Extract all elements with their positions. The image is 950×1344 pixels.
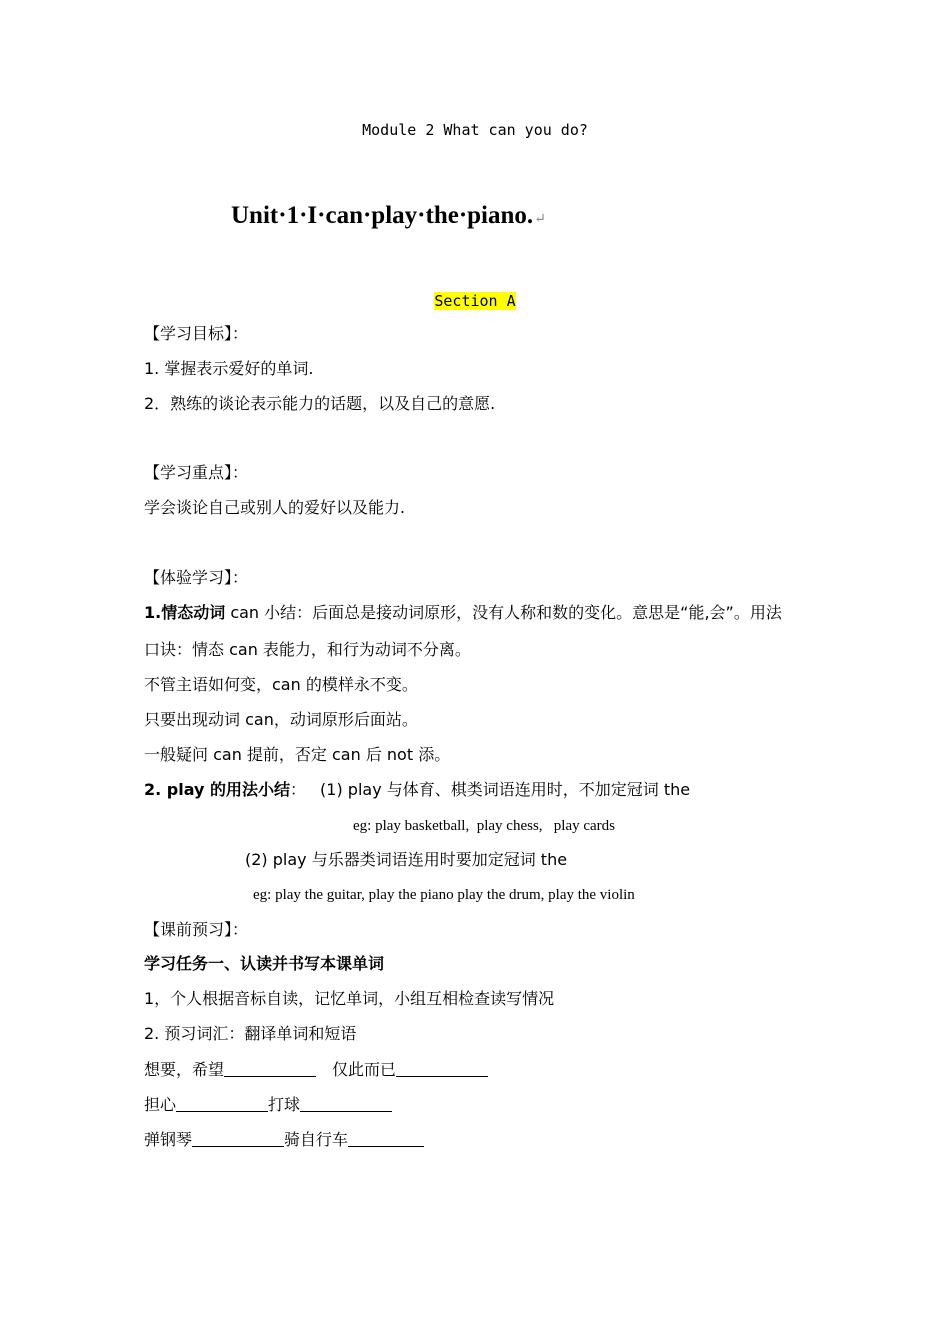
preview-step: 2. 预习词汇：翻译单词和短语	[144, 1024, 357, 1043]
section-highlight: Section A	[434, 292, 516, 310]
vocab-row	[144, 1094, 392, 1116]
preview-step: 1，个人根据音标自读，记忆单词，小组互相检查读写情况	[144, 989, 555, 1008]
unit-title-text: Unit·1·I·can·play·the·piano.	[231, 202, 534, 229]
unit-title	[231, 200, 546, 236]
preview-heading: 【课前预习】：	[144, 920, 249, 939]
vocab-row	[144, 1129, 424, 1151]
modal-verb-label: 情态动词	[161, 603, 226, 622]
rhyme-line: 一般疑问 can 提前，否定 can 后 not 添。	[144, 745, 451, 764]
play-example-2: eg: play the guitar, play the piano play the drum, play the violin	[253, 887, 635, 903]
section-label	[0, 291, 950, 311]
rhyme-line: 口诀：情态 can 表能力，和行为动词不分离。	[144, 640, 471, 659]
answer-blank[interactable]	[348, 1130, 424, 1147]
vocab-prompt: 想要，希望	[144, 1060, 225, 1079]
vocab-row	[144, 1059, 488, 1081]
vocab-prompt: 打球	[268, 1095, 301, 1114]
module-title: Module 2 What can you do?	[362, 121, 588, 139]
preview-task: 学习任务一、认读并书写本课单词	[144, 954, 385, 973]
play-rule-2: (2) play 与乐器类词语连用时要加定冠词 the	[245, 850, 568, 869]
play-colon: ：	[290, 780, 307, 799]
can-summary-text: 小结：后面总是接动词原形，没有人称和数的变化。意思是“能,会”。用法	[259, 603, 782, 622]
vocab-prompt: 担心	[144, 1095, 177, 1114]
answer-blank[interactable]	[396, 1060, 488, 1077]
can-summary	[144, 602, 782, 624]
answer-blank[interactable]	[192, 1130, 284, 1147]
vocab-prompt: 骑自行车	[284, 1130, 349, 1149]
paragraph-mark-icon: ↵	[534, 212, 546, 227]
can-number: 1.	[144, 603, 162, 622]
play-rule-1: (1) play 与体育、棋类词语连用时，不加定冠词 the	[320, 780, 691, 799]
objectives-heading: 【学习目标】：	[144, 324, 249, 343]
answer-blank[interactable]	[300, 1095, 392, 1112]
vocab-prompt: 仅此而已	[332, 1060, 397, 1079]
experience-heading: 【体验学习】：	[144, 568, 249, 587]
play-example-1: eg: play basketball, play chess, play cards	[353, 818, 616, 834]
objective-item: 1. 掌握表示爱好的单词.	[144, 359, 314, 378]
answer-blank[interactable]	[176, 1095, 268, 1112]
rhyme-line: 只要出现动词 can，动词原形后面站。	[144, 710, 418, 729]
play-label: 2. play 的用法小结	[144, 780, 291, 799]
answer-blank[interactable]	[224, 1060, 316, 1077]
focus-text: 学会谈论自己或别人的爱好以及能力.	[144, 498, 406, 517]
vocab-prompt: 弹钢琴	[144, 1130, 193, 1149]
focus-heading: 【学习重点】：	[144, 463, 249, 482]
can-word: can	[225, 603, 260, 622]
objective-item: 2．熟练的谈论表示能力的话题，以及自己的意愿.	[144, 394, 496, 413]
play-summary	[144, 779, 690, 801]
rhyme-line: 不管主语如何变，can 的模样永不变。	[144, 675, 418, 694]
